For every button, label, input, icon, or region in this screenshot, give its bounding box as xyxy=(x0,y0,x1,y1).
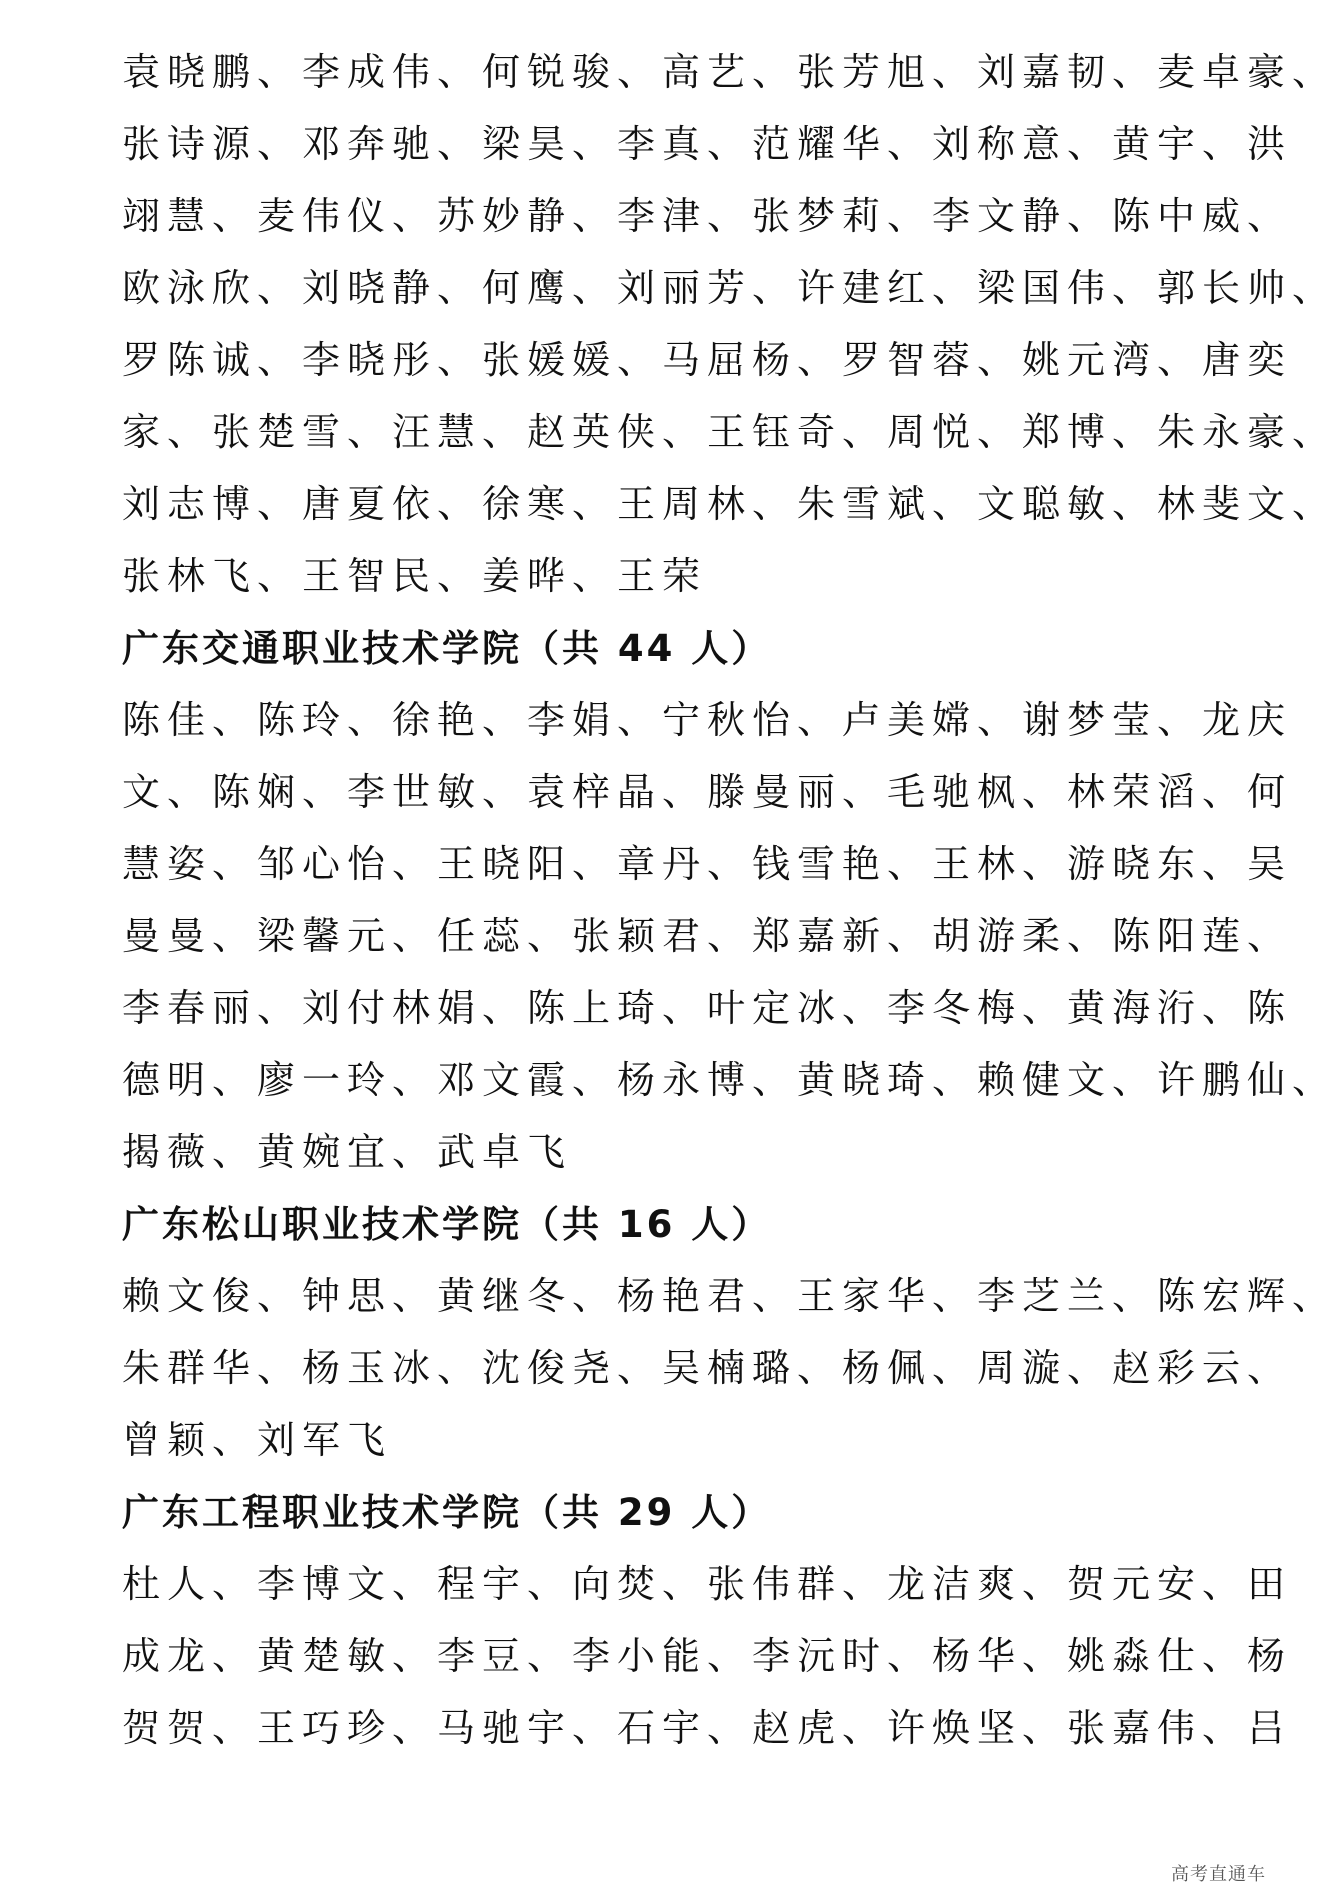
document-page xyxy=(122,36,1337,1764)
section-guangdong-engineering-polytechnic xyxy=(122,1478,1293,1764)
name-list-line: 杜人、李博文、程宇、向焚、张伟群、龙洁爽、贺元安、田 xyxy=(122,1562,1293,1606)
name-list-line: 陈佳、陈玲、徐艳、李娟、宁秋怡、卢美嫦、谢梦莹、龙庆 xyxy=(122,698,1293,742)
section-guangdong-songshan-polytechnic xyxy=(122,1190,1337,1476)
name-list-line: 罗陈诚、李晓彤、张媛媛、马屈杨、罗智蓉、姚元湾、唐奕 xyxy=(122,338,1293,382)
name-list-line: 文、陈娴、李世敏、袁梓晶、滕曼丽、毛驰枫、林荣滔、何 xyxy=(122,770,1293,814)
name-list-line: 家、张楚雪、汪慧、赵英侠、王钰奇、周悦、郑博、朱永豪、 xyxy=(122,410,1337,454)
name-list-line: 赖文俊、钟思、黄继冬、杨艳君、王家华、李芝兰、陈宏辉、 xyxy=(122,1274,1337,1318)
name-list-line: 曼曼、梁馨元、任蕊、张颖君、郑嘉新、胡游柔、陈阳莲、 xyxy=(122,914,1293,958)
name-list-line: 朱群华、杨玉冰、沈俊尧、吴楠璐、杨佩、周漩、赵彩云、 xyxy=(122,1346,1293,1390)
name-list-line: 张林飞、王智民、姜晔、王荣 xyxy=(122,554,708,598)
name-list-line: 张诗源、邓奔驰、梁昊、李真、范耀华、刘称意、黄宇、洪 xyxy=(122,122,1293,166)
name-list-line: 刘志博、唐夏依、徐寒、王周林、朱雪斌、文聪敏、林斐文、 xyxy=(122,482,1337,526)
watermark-text: 高考直通车 xyxy=(1171,1864,1266,1885)
name-list-line: 揭薇、黄婉宜、武卓飞 xyxy=(122,1130,573,1174)
name-list-line: 李春丽、刘付林娟、陈上琦、叶定冰、李冬梅、黄海洐、陈 xyxy=(122,986,1293,1030)
name-list-line: 翊慧、麦伟仪、苏妙静、李津、张梦莉、李文静、陈中威、 xyxy=(122,194,1293,238)
section-guangdong-communication-polytechnic xyxy=(122,614,1337,1188)
section-heading: 广东交通职业技术学院（共 44 人） xyxy=(122,627,772,670)
name-list-line: 德明、廖一玲、邓文霞、杨永博、黄晓琦、赖健文、许鹏仙、 xyxy=(122,1058,1337,1102)
name-list-line: 慧姿、邹心怡、王晓阳、章丹、钱雪艳、王林、游晓东、吴 xyxy=(122,842,1293,886)
name-list-line: 袁晓鹏、李成伟、何锐骏、高艺、张芳旭、刘嘉韧、麦卓豪、 xyxy=(122,50,1337,94)
intro-name-list xyxy=(122,36,1337,612)
name-list-line: 贺贺、王巧珍、马驰宇、石宇、赵虎、许焕坚、张嘉伟、吕 xyxy=(122,1706,1293,1750)
name-list-line: 曾颖、刘军飞 xyxy=(122,1418,393,1462)
name-list-line: 欧泳欣、刘晓静、何鹰、刘丽芳、许建红、梁国伟、郭长帅、 xyxy=(122,266,1337,310)
section-heading: 广东工程职业技术学院（共 29 人） xyxy=(122,1491,772,1534)
name-list-line: 成龙、黄楚敏、李豆、李小能、李沅时、杨华、姚淼仕、杨 xyxy=(122,1634,1293,1678)
section-heading: 广东松山职业技术学院（共 16 人） xyxy=(122,1203,772,1246)
